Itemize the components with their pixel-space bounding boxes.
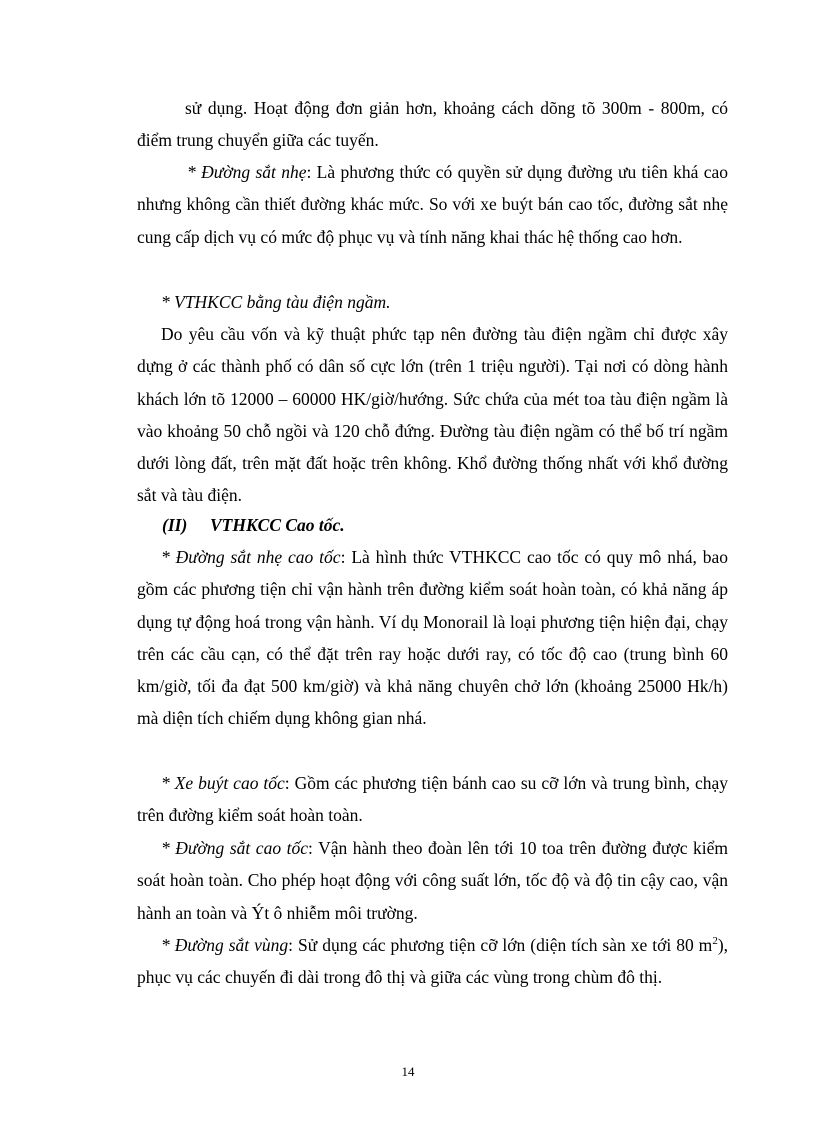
paragraph-light-rail: * Đường sắt nhẹ: Là phương thức có quyền sử dụng đường ưu tiên khá cao nhưng không cần thiết đường khác mức. So với xe buýt bán cao tốc, đường sắt nhẹ cung cấp dịch vụ có mức độ phục vụ và tính năng khai thác hệ thống cao hơn. <box>137 162 728 247</box>
term-light-rail-express: * Đường sắt nhẹ cao tốc <box>161 547 341 567</box>
page-number: 14 <box>401 1064 415 1079</box>
section-number: (II) <box>162 515 188 535</box>
section-heading <box>162 509 345 541</box>
paragraph-express-rail: * Đường sắt cao tốc: Vận hành theo đoàn lên tới 10 toa trên đường được kiểm soát hoàn toàn. Cho phép hoạt động với công suất lớn, tốc độ và độ tin cậy cao, vận hành an toàn và Ýt ô nhiễm môi trường. <box>137 838 729 923</box>
term-light-rail: * Đường sắt nhẹ <box>187 162 307 182</box>
term-express-rail: * Đường sắt cao tốc <box>161 838 308 858</box>
paragraph-light-rail-express: * Đường sắt nhẹ cao tốc: Là hình thức VTHKCC cao tốc có quy mô nhá, bao gồm các phương tiện chỉ vận hành trên đường kiểm soát hoàn toàn, có khả năng áp dụng tự động hoá trong vận hành. Ví dụ Monorail là loại phương tiện hiện đại, chạy trên các cầu cạn, có thể đặt trên ray hoặc dưới ray, có tốc độ cao (trung bình 60 km/giờ, tối đa đạt 500 km/giờ) và khả năng chuyên chở lớn (khoảng 25000 Hk/h) mà diện tích chiếm dụng không gian nhá. <box>137 547 728 729</box>
section-title: VTHKCC Cao tốc. <box>210 515 345 535</box>
paragraph-intro: sử dụng. Hoạt động đơn giản hơn, khoảng cách dõng tõ 300m - 800m, có điểm trung chuyển giữa các tuyến. <box>137 98 728 151</box>
term-express-bus: * Xe buýt cao tốc <box>161 773 285 793</box>
term-metro: * VTHKCC bằng tàu điện ngầm. <box>161 292 391 312</box>
paragraph-regional-rail: * Đường sắt vùng: Sử dụng các phương tiện cỡ lớn (diện tích sàn xe tới 80 $m^2$), phục vụ các chuyến đi dài trong đô thị và giữa các vùng trong chùm đô thị. <box>137 935 729 988</box>
paragraph-metro-heading <box>137 286 728 318</box>
paragraph-express-bus: * Xe buýt cao tốc: Gồm các phương tiện bánh cao su cỡ lớn và trung bình, chạy trên đường kiểm soát hoàn toàn. <box>137 773 728 826</box>
term-regional-rail: * Đường sắt vùng <box>161 935 289 955</box>
superscript: 2 <box>712 935 718 948</box>
paragraph-metro: Do yêu cầu vốn và kỹ thuật phức tạp nên đường tàu điện ngầm chỉ được xây dựng ở các thành phố có dân số cực lớn (trên 1 triệu người). Tại nơi có dòng hành khách lớn tõ 12000 – 60000 HK/giờ/hướng. Sức chứa của mét toa tàu điện ngầm là vào khoảng 50 chỗ ngồi và 120 chỗ đứng. Đường tàu điện ngầm có thể bố trí ngầm dưới lòng đất, trên mặt đất hoặc trên không. Khổ đường thống nhất với khổ đường sắt và tàu điện. <box>137 324 728 506</box>
